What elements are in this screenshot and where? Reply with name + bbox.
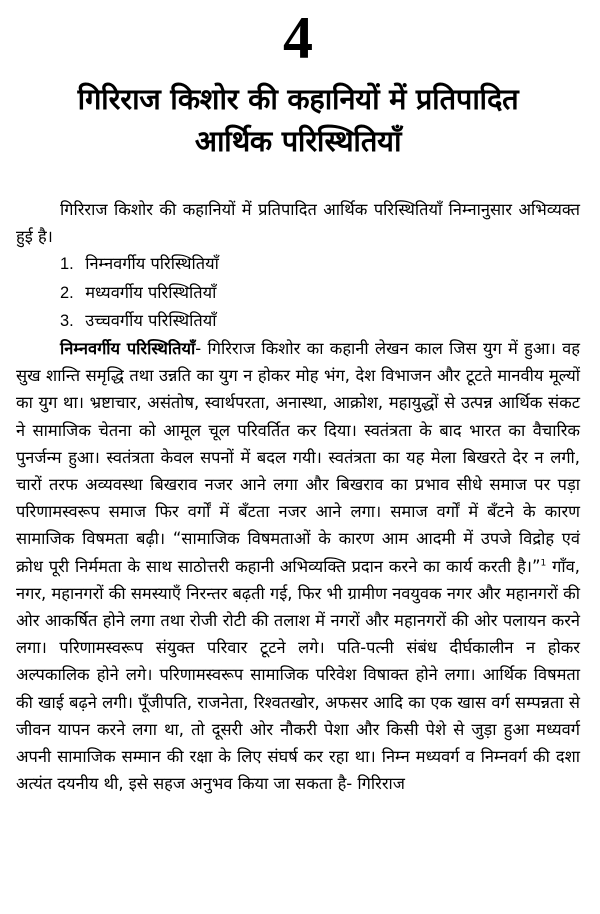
list-item-label: निम्नवर्गीय परिस्थितियाँ [85, 254, 219, 274]
list-item [60, 307, 580, 335]
condition-list [16, 250, 580, 335]
list-item-label: मध्यवर्गीय परिस्थितियाँ [85, 282, 217, 302]
section-heading: निम्नवर्गीय परिस्थितियाँ [60, 339, 196, 359]
list-item-label: उच्चवर्गीय परिस्थितियाँ [85, 310, 217, 330]
section-paragraph [16, 335, 580, 797]
list-item-number: 3. [60, 311, 74, 330]
intro-paragraph: गिरिराज किशोर की कहानियों में प्रतिपादित आर्थिक परिस्थितियाँ निम्नानुसार अभिव्यक्त हुई है। [16, 200, 580, 247]
list-item [60, 279, 580, 307]
list-item [60, 250, 580, 278]
list-item-number: 2. [60, 283, 74, 302]
section-text-before-note: - गिरिराज किशोर का कहानी लेखन काल जिस युग में हुआ। वह सुख शान्ति समृद्धि तथा उन्नति का युग न होकर मोह भंग, देश विभाजन और टूटते मानवीय मूल्यों का युग था। भ्रष्टाचार, असंतोष, स्वार्थपरता, अनास्था, आक्रोश, महायुद्धों से उत्पन्न आर्थिक संकट ने सामाजिक चेतना को आमूल चूल परिवर्तित कर दिया। स्वतंत्रता के बाद भारत का वैचारिक पुनर्जन्म हुआ। स्वतंत्रता केवल सपनों में बदल गयी। स्वतंत्रता का यह मेला बिखरते देर न लगी, चारों तरफ अव्यवस्था बिखराव नजर आने लगा और बिखराव का प्रभाव सीधे समाज पर पड़ा परिणामस्वरूप समाज फिर वर्गों में बँटता नजर आने लगा। समाज वर्गों में बँटने के कारण सामाजिक विषमता बढ़ी। “सामाजिक विषमताओं के कारण आम आदमी में उपजे विद्रोह एवं क्रोध पूरी निर्ममता के साथ साठोत्तरी कहानी अभिव्यक्ति प्रदान करने का कार्य करती है।” [16, 339, 580, 576]
chapter-title-line-2: आर्थिक परिस्थितियाँ [194, 124, 402, 158]
footnote-marker[interactable]: 1 [540, 558, 547, 569]
chapter-title [16, 78, 580, 162]
chapter-body [16, 196, 580, 797]
chapter-title-line-1: गिरिराज किशोर की कहानियों में प्रतिपादित [77, 82, 519, 116]
chapter-number: 4 [283, 5, 313, 71]
list-item-number: 1. [60, 255, 74, 274]
section-text-after-note: गाँव, नगर, महानगरों की समस्याएँ निरन्तर बढ़ती गई, फिर भी ग्रामीण नवयुवक नगर और महानगरों की ओर आकर्षित होने लगा तथा रोजी रोटी की तलाश में नगरों और महानगरों की ओर पलायन करने लगा। परिणामस्वरूप संयुक्त परिवार टूटने लगे। पति-पत्नी संबंध दीर्घकालीन न होकर अल्पकालिक होने लगे। परिणामस्वरूप सामाजिक परिवेश विषाक्त होने लगा। आर्थिक विषमता की खाई बढ़ने लगी। पूँजीपति, राजनेता, रिश्वतखोर, अफसर आदि का एक खास वर्ग सम्पन्नता से जीवन यापन करने लगा था, तो दूसरी ओर नौकरी पेशा और किसी पेशे से जुड़ा हुआ मध्यवर्ग अपनी सामाजिक सम्मान की रक्षा के लिए संघर्ष कर रहा था। निम्न मध्यवर्ग व निम्नवर्ग की दशा अत्यंत दयनीय थी, इसे सहज अनुभव किया जा सकता है- गिरिराज [16, 556, 580, 794]
